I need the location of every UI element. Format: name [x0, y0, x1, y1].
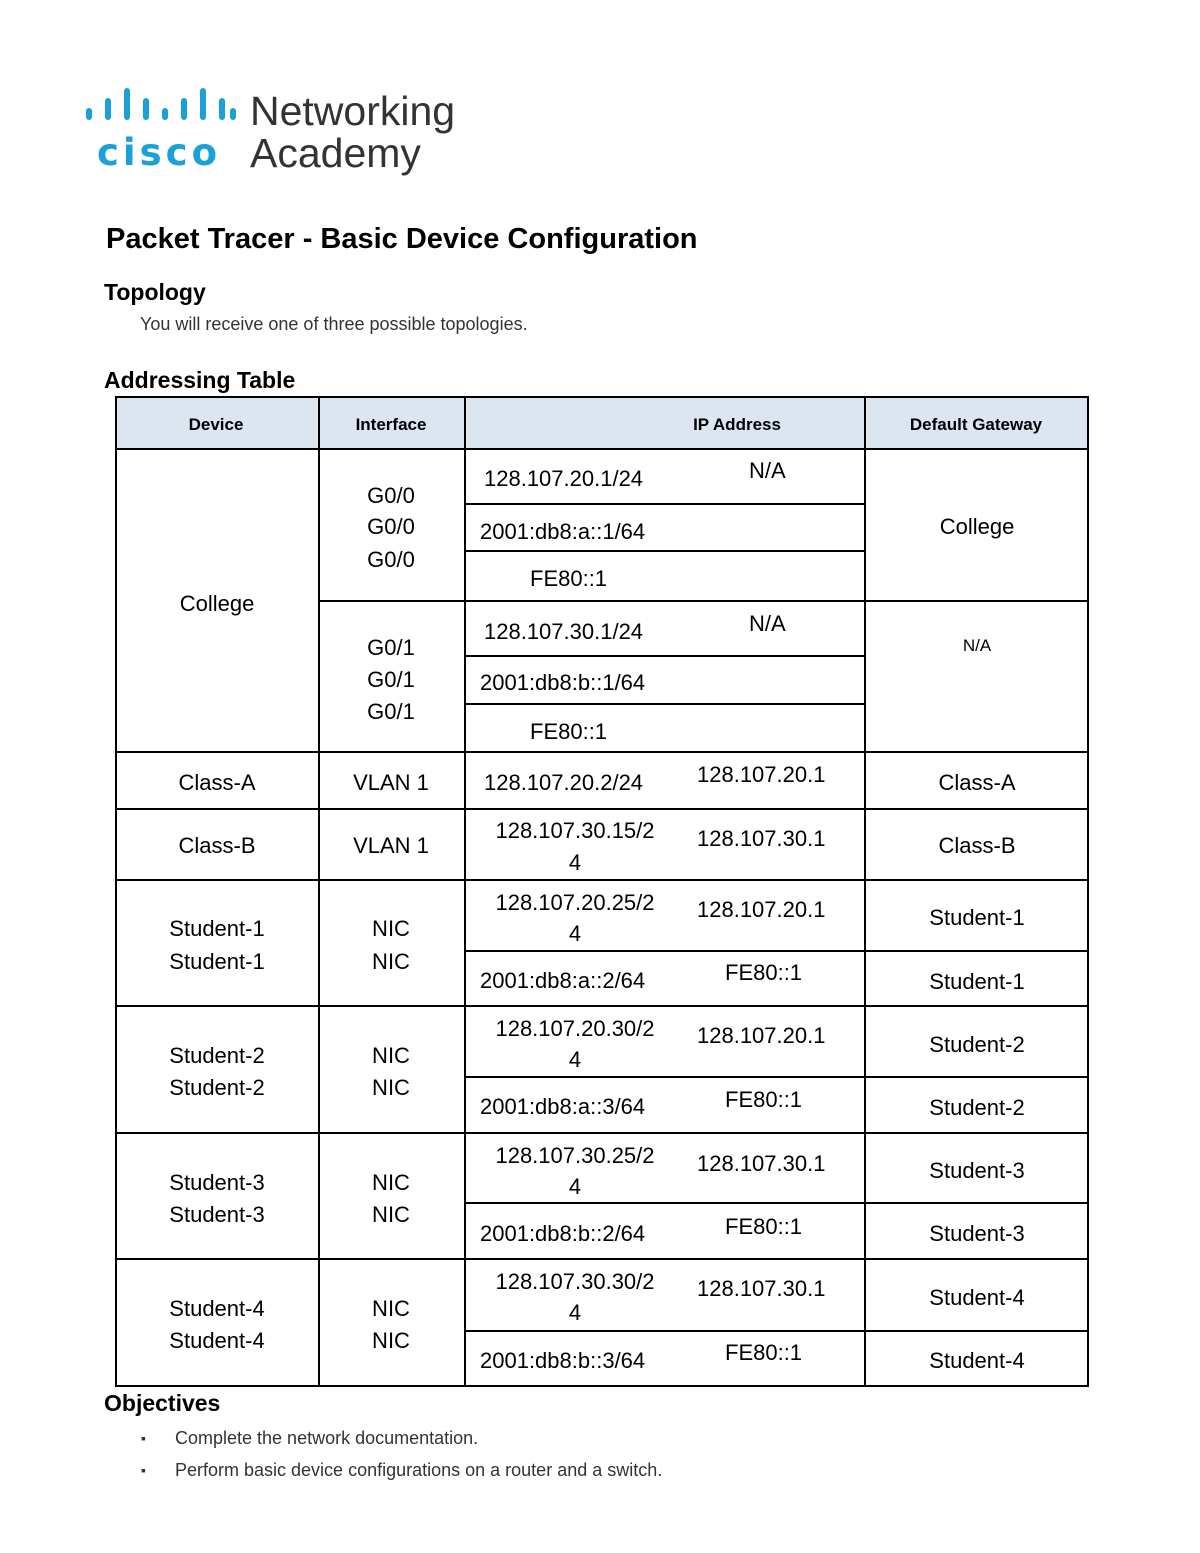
student-col4: Student-2 — [929, 1095, 1025, 1120]
class-a-device: Class-A — [178, 770, 256, 795]
student-device: Student-3 — [169, 1202, 265, 1227]
student-ipv4-gateway: 128.107.30.1 — [697, 1276, 826, 1301]
student-col4: Student-1 — [929, 905, 1025, 930]
college-g01-gateway: N/A — [962, 636, 992, 655]
college-g00-ipv4: 128.107.20.1/24 — [484, 466, 644, 491]
college-g00-ipv6: 2001:db8:a::1/64 — [480, 519, 646, 544]
class-b-mask: 128.107.30.1 — [697, 826, 826, 851]
college-g01-link-local: FE80::1 — [530, 719, 608, 744]
student-ipv4: 128.107.20.25/2 — [495, 890, 655, 915]
student-interface: NIC — [372, 1328, 410, 1353]
class-b-device: Class-B — [178, 833, 256, 858]
student-interface: NIC — [372, 1043, 410, 1068]
student-ipv4-wrap: 4 — [568, 1047, 582, 1072]
student-col4: Student-3 — [929, 1158, 1025, 1183]
student-ipv6-gateway: FE80::1 — [725, 1214, 803, 1239]
student-interface: NIC — [372, 1296, 410, 1321]
student-device: Student-2 — [169, 1075, 265, 1100]
student-col4: Student-3 — [929, 1221, 1025, 1246]
header-interface: Interface — [355, 415, 427, 434]
class-b-interface: VLAN 1 — [353, 833, 429, 858]
student-ipv4-gateway: 128.107.30.1 — [697, 1151, 826, 1176]
objective-item: Perform basic device configurations on a router and a switch. — [175, 1460, 663, 1480]
college-g00-interface: G0/0 — [367, 547, 415, 572]
class-a-interface: VLAN 1 — [353, 770, 429, 795]
student-col4: Student-1 — [929, 969, 1025, 994]
class-b-ip: 128.107.30.15/2 — [495, 818, 655, 843]
student-device: Student-1 — [169, 916, 265, 941]
student-ipv6: 2001:db8:a::3/64 — [480, 1094, 646, 1119]
student-ipv4-wrap: 4 — [568, 1300, 582, 1325]
college-g00-interface: G0/0 — [367, 483, 415, 508]
header-device: Device — [188, 415, 244, 434]
college-g00-link-local: FE80::1 — [530, 566, 608, 591]
student-ipv4-wrap: 4 — [568, 921, 582, 946]
header-ip-address: IP Address — [693, 415, 781, 434]
logo-academy: Academy — [250, 130, 421, 176]
class-a-mask: 128.107.20.1 — [697, 762, 826, 787]
student-interface: NIC — [372, 949, 410, 974]
student-ipv6-gateway: FE80::1 — [725, 1340, 803, 1365]
class-a-ip: 128.107.20.2/24 — [484, 770, 644, 795]
bullet-icon: ▪ — [141, 1462, 146, 1478]
student-interface: NIC — [372, 1075, 410, 1100]
header-default-gateway: Default Gateway — [909, 415, 1043, 434]
student-device: Student-4 — [169, 1296, 265, 1321]
student-device: Student-4 — [169, 1328, 265, 1353]
college-g00-interface: G0/0 — [367, 514, 415, 539]
student-ipv6: 2001:db8:a::2/64 — [480, 968, 646, 993]
class-b-gateway: Class-B — [938, 833, 1016, 858]
college-g01-interface: G0/1 — [367, 667, 415, 692]
topology-text: You will receive one of three possible topologies. — [140, 314, 528, 334]
student-ipv6-gateway: FE80::1 — [725, 1087, 803, 1112]
student-ipv4-gateway: 128.107.20.1 — [697, 1023, 826, 1048]
topology-heading: Topology — [104, 279, 206, 305]
student-ipv4-wrap: 4 — [568, 1174, 582, 1199]
college-g01-mask: N/A — [749, 611, 786, 636]
addressing-table-heading: Addressing Table — [104, 367, 296, 393]
college-device: College — [179, 591, 255, 616]
objective-item: Complete the network documentation. — [175, 1428, 479, 1448]
student-col4: Student-4 — [929, 1285, 1025, 1310]
college-g01-interface: G0/1 — [367, 635, 415, 660]
cisco-wordmark: cisco — [97, 131, 221, 174]
student-ipv4: 128.107.30.30/2 — [495, 1269, 655, 1294]
logo-networking: Networking — [250, 88, 456, 134]
student-device: Student-1 — [169, 949, 265, 974]
student-ipv6: 2001:db8:b::3/64 — [480, 1348, 646, 1373]
student-col4: Student-2 — [929, 1032, 1025, 1057]
objectives-heading: Objectives — [104, 1390, 221, 1416]
student-ipv6-gateway: FE80::1 — [725, 960, 803, 985]
student-device: Student-2 — [169, 1043, 265, 1068]
college-g00-gateway: College — [939, 514, 1015, 539]
student-ipv4: 128.107.30.25/2 — [495, 1143, 655, 1168]
student-interface: NIC — [372, 1170, 410, 1195]
page-title: Packet Tracer - Basic Device Configuration — [106, 223, 698, 255]
student-col4: Student-4 — [929, 1348, 1025, 1373]
college-g01-interface: G0/1 — [367, 699, 415, 724]
student-device: Student-3 — [169, 1170, 265, 1195]
class-b-ip-wrap: 4 — [568, 850, 582, 875]
student-ipv6: 2001:db8:b::2/64 — [480, 1221, 646, 1246]
student-interface: NIC — [372, 1202, 410, 1227]
college-g00-mask: N/A — [749, 458, 786, 483]
college-g01-ipv6: 2001:db8:b::1/64 — [480, 670, 646, 695]
student-interface: NIC — [372, 916, 410, 941]
class-a-gateway: Class-A — [938, 770, 1016, 795]
student-ipv4: 128.107.20.30/2 — [495, 1016, 655, 1041]
student-ipv4-gateway: 128.107.20.1 — [697, 897, 826, 922]
college-g01-ipv4: 128.107.30.1/24 — [484, 619, 644, 644]
bullet-icon: ▪ — [141, 1430, 146, 1446]
cisco-logo-bars-icon — [86, 86, 236, 126]
